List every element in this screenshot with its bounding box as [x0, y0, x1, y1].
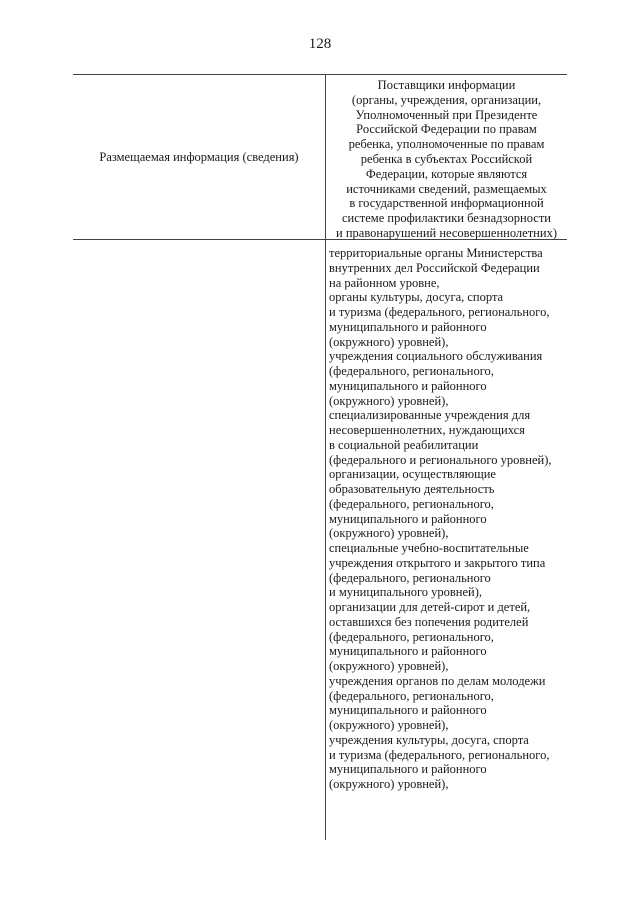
header-line: Федерации, которые являются [365, 166, 528, 181]
text-line: внутренних дел Российской Федерации [329, 260, 540, 275]
header-line: источниками сведений, размещаемых [346, 181, 547, 196]
header-line: в государственной информационной [349, 196, 544, 211]
text-line: учреждения открытого и закрытого типа [329, 555, 546, 570]
column-header-info: Размещаемая информация (сведения) [73, 75, 326, 239]
header-line: Российской Федерации по правам [356, 122, 537, 137]
column-header-providers [326, 75, 567, 239]
text-line: образовательную деятельность [329, 482, 495, 496]
text-line: (федерального, регионального, [329, 496, 494, 511]
text-line: оставшихся без попечения родителей [329, 614, 529, 629]
text-line: и туризма (федерального, регионального, [329, 747, 550, 762]
text-line: (окружного) уровней), [329, 659, 449, 673]
text-line: муниципального и районного [329, 762, 487, 777]
text-line: несовершеннолетних, нуждающихся [329, 423, 525, 437]
page-number: 128 [308, 36, 332, 52]
text-line: органы культуры, досуга, спорта [329, 290, 504, 305]
providers-cell [326, 240, 567, 840]
text-line: муниципального и районного [329, 703, 487, 718]
table-body-row [73, 240, 567, 840]
header-line: системе профилактики безнадзорности [342, 211, 551, 226]
info-cell [73, 240, 326, 840]
text-line: на районном уровне, [329, 275, 440, 290]
text-line: организации, осуществляющие [329, 467, 496, 482]
text-line: (федерального, регионального, [329, 364, 494, 378]
text-line: (федерального и регионального уровней), [329, 452, 552, 467]
text-line: (окружного) уровней), [329, 777, 449, 791]
text-line: и туризма (федерального, регионального, [329, 305, 550, 319]
text-line: муниципального и районного [329, 644, 487, 659]
text-line: муниципального и районного [329, 319, 487, 334]
document-table [73, 74, 567, 840]
table-header-row [73, 74, 567, 240]
text-line: (федерального, регионального, [329, 688, 494, 703]
text-line: учреждения социального обслуживания [329, 349, 543, 364]
text-line: (окружного) уровней), [329, 334, 449, 349]
header-line: (органы, учреждения, организации, [351, 92, 542, 107]
header-line: ребенка, уполномоченные по правам [348, 137, 545, 152]
text-line: (окружного) уровней), [329, 718, 449, 732]
text-line: (федерального, регионального [329, 570, 491, 585]
text-line: специализированные учреждения для [329, 408, 531, 423]
text-line: учреждения культуры, досуга, спорта [329, 732, 529, 747]
text-line: (окружного) уровней), [329, 393, 449, 408]
header-line: Поставщики информации [377, 78, 516, 92]
text-line: учреждения органов по делам молодежи [329, 673, 546, 688]
text-line: и муниципального уровней), [329, 585, 483, 600]
header-line: и правонарушений несовершеннолетних) [336, 225, 557, 240]
text-line: (окружного) уровней), [329, 526, 449, 541]
text-line: территориальные органы Министерства [329, 246, 543, 260]
header-line: Уполномоченный при Президенте [355, 107, 538, 122]
text-line: муниципального и районного [329, 511, 487, 526]
text-line: в социальной реабилитации [329, 437, 479, 452]
text-line: муниципального и районного [329, 378, 487, 393]
text-line: организации для детей-сирот и детей, [329, 600, 531, 614]
header-line: ребенка в субъектах Российской [360, 151, 533, 166]
text-line: (федерального, регионального, [329, 629, 494, 644]
text-line: специальные учебно-воспитательные [329, 541, 529, 555]
